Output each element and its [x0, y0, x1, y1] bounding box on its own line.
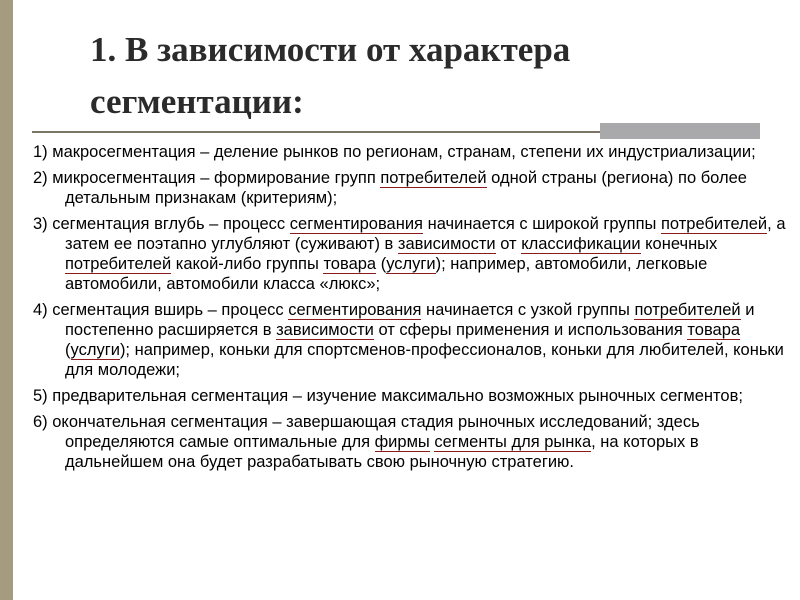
item-text: 4) сегментация вширь – процесс — [33, 301, 289, 319]
hyperlink[interactable]: потребителей — [660, 215, 768, 233]
item-text: и постепенно расширяется в — [65, 301, 755, 339]
item-text: от сферы применения и использования — [373, 321, 688, 339]
list-item — [33, 214, 788, 294]
item-text: , а затем ее поэтапно углубляют (суживают) в — [65, 215, 786, 253]
list-item — [33, 386, 788, 406]
hyperlink[interactable]: фирмы — [374, 433, 430, 451]
left-accent-bar — [0, 0, 13, 600]
divider-accent-block — [600, 123, 760, 139]
item-text: 3) сегментация вглубь – процесс — [33, 215, 290, 233]
item-text: ); например, коньки для спортсменов-профессионалов, коньки для любителей, коньки для молодежи; — [65, 341, 784, 379]
item-text: ( — [376, 255, 387, 273]
item-text: одной страны (региона) по более детальным признакам (критериям); — [65, 169, 747, 207]
item-text: ); например, автомобили, легковые автомобили, автомобили класса «люкс»; — [65, 255, 708, 293]
list-item — [33, 300, 788, 380]
item-text: начинается с широкой группы — [423, 215, 661, 233]
hyperlink[interactable]: товара — [687, 321, 741, 339]
item-text: какой-либо группы — [171, 255, 324, 273]
item-text: , на которых в дальнейшем она будет разрабатывать свою рыночную стратегию. — [65, 433, 699, 471]
hyperlink[interactable]: услуги — [70, 341, 120, 359]
hyperlink[interactable]: сегменты для рынка — [434, 433, 592, 451]
hyperlink[interactable]: потребителей — [634, 301, 741, 319]
hyperlink[interactable]: сегментирования — [288, 301, 422, 319]
slide-title: 1. В зависимости от характера сегментации: — [90, 30, 571, 121]
list-item — [33, 412, 788, 472]
slide-body — [33, 142, 788, 478]
item-text: 6) окончательная сегментация – завершающая стадия рыночных исследований; здесь определяются самые оптимальные для — [33, 413, 700, 451]
item-text: конечных — [640, 235, 718, 253]
item-text: 1) макросегментация – деление рынков по регионам, странам, степени их индустриализации; — [33, 143, 756, 161]
hyperlink[interactable]: сегментирования — [289, 215, 423, 233]
hyperlink[interactable]: товара — [323, 255, 377, 273]
hyperlink[interactable]: классификации — [521, 235, 641, 253]
hyperlink[interactable]: зависимости — [397, 235, 496, 253]
list-item — [33, 142, 788, 162]
hyperlink[interactable]: зависимости — [276, 321, 374, 339]
item-text: начинается с узкой группы — [421, 301, 635, 319]
item-text: 5) предварительная сегментация – изучение максимально возможных рыночных сегментов; — [33, 387, 743, 405]
item-text: ( — [65, 341, 71, 359]
hyperlink[interactable]: потребителей — [65, 255, 172, 273]
item-text: от — [495, 235, 522, 253]
list-item — [33, 168, 788, 208]
hyperlink[interactable]: потребителей — [380, 169, 487, 187]
hyperlink[interactable]: услуги — [386, 255, 436, 273]
item-text: 2) микросегментация – формирование групп — [33, 169, 381, 187]
